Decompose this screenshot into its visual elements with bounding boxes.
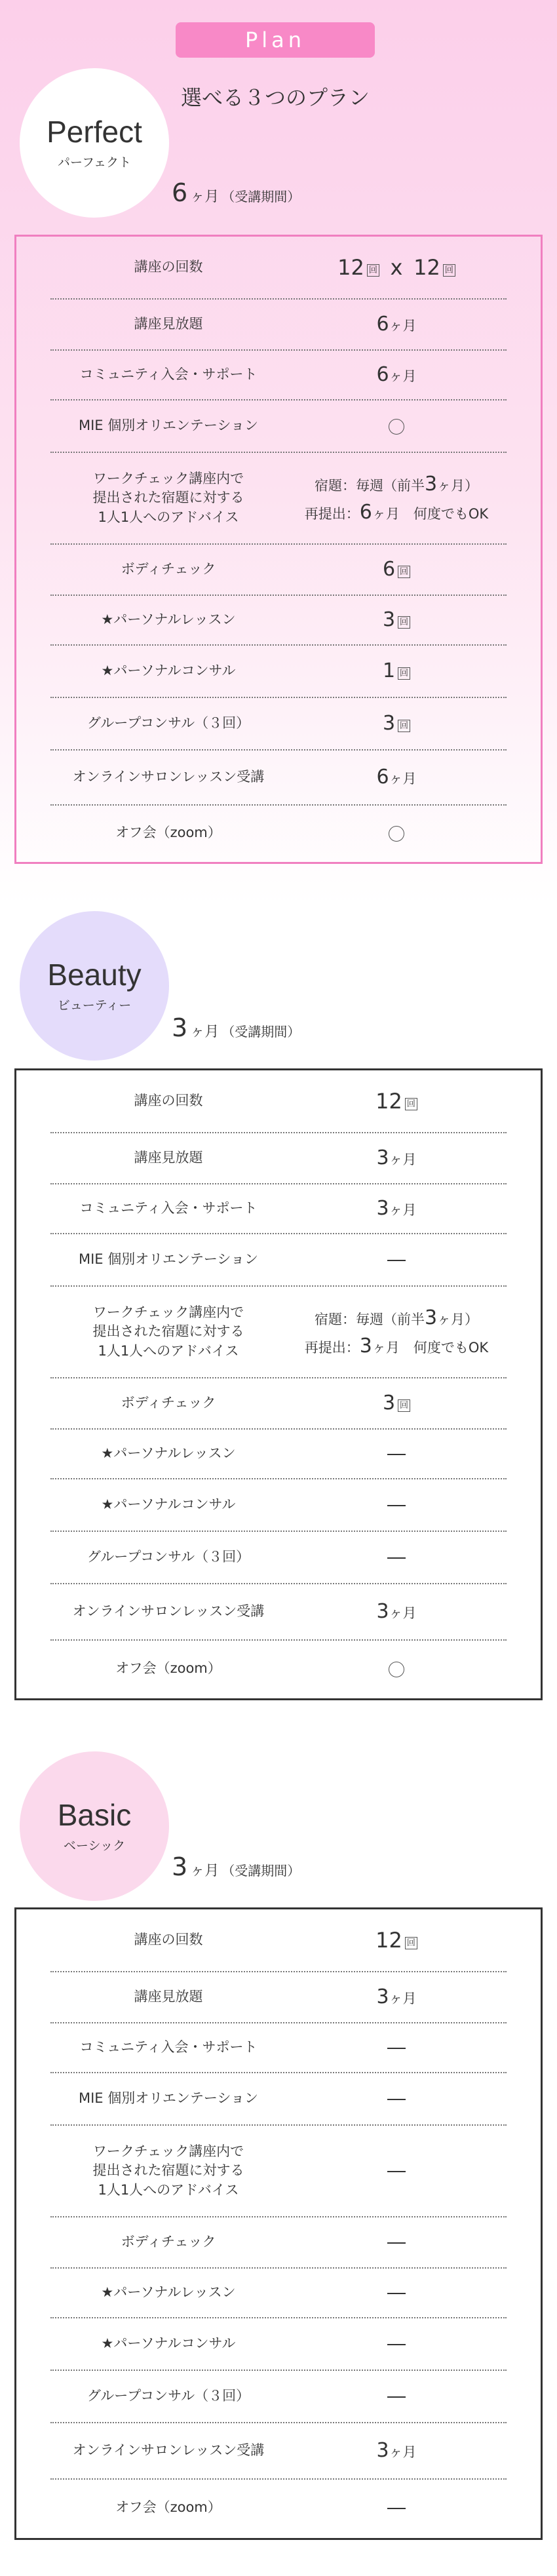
row-label: 講座の回数 [134, 259, 203, 275]
table-row: 講座の回数 12 回 [50, 1909, 507, 1972]
plan-period: 3 ヶ月 （受講期間） [172, 1852, 301, 1881]
table-row: ★パーソナルレッスン [50, 1430, 507, 1479]
table-row: グループコンサル（３回） 3 回 [50, 698, 507, 751]
table-row: コミュニティ入会・サポート 3ヶ月 [50, 1184, 507, 1234]
table-row: ★パーソナルコンサル [50, 1479, 507, 1532]
table-row: オンラインサロンレッスン受講 3ヶ月 [50, 2423, 507, 2480]
unavailable-dash [387, 2396, 406, 2398]
table-row: ワークチェック講座内で 提出された宿題に対する 1人1人へのアドバイス [50, 2126, 507, 2217]
unavailable-dash [387, 1557, 406, 1559]
plan-badge-perfect [20, 68, 169, 218]
table-row: オフ会（zoom） [50, 2480, 507, 2536]
plan-period: 3 ヶ月 （受講期間） [172, 1013, 301, 1042]
plan-name-en: Perfect [47, 115, 142, 149]
unavailable-dash [387, 1505, 406, 1506]
period-note: （受講期間） [221, 189, 301, 205]
unavailable-dash [387, 2048, 406, 2049]
table-row: MIE 個別オリエンテーション [50, 400, 507, 453]
table-row: ボディチェック 3 回 [50, 1378, 507, 1430]
plan-table-basic [14, 1907, 543, 2540]
table-row: ★パーソナルレッスン [50, 2269, 507, 2318]
table-row: ボディチェック 6 回 [50, 545, 507, 596]
row-value: 12 回 x 12 回 [286, 252, 507, 283]
plan-badge-basic: Basic ベーシック [20, 1751, 169, 1901]
unavailable-dash [387, 1454, 406, 1455]
table-row: コミュニティ入会・サポート 6ヶ月 [50, 351, 507, 400]
plan-table-beauty [14, 1068, 543, 1700]
table-row: MIE 個別オリエンテーション [50, 1234, 507, 1287]
available-icon [389, 826, 404, 842]
unavailable-dash [387, 2293, 406, 2294]
period-number: 6 [172, 178, 188, 207]
unavailable-dash [387, 2242, 406, 2244]
plan-name-jp: パーフェクト [57, 155, 132, 170]
table-row: ★パーソナルコンサル [50, 2318, 507, 2371]
table-row: ワークチェック講座内で 提出された宿題に対する 1人1人へのアドバイス 宿題：毎週（前半3ヶ月） 再提出：3ヶ月 何度でもOK [50, 1287, 507, 1378]
unavailable-dash [387, 2508, 406, 2509]
table-row: 講座見放題 6ヶ月 [50, 300, 507, 351]
table-row: コミュニティ入会・サポート [50, 2023, 507, 2073]
plan-tab: Plan [176, 22, 375, 58]
table-row: 講座の回数 12 回 [50, 1070, 507, 1133]
unavailable-dash [387, 2344, 406, 2345]
table-row: MIE 個別オリエンテーション [50, 2073, 507, 2126]
plans-headline: 選べる３つのプラン [181, 85, 370, 110]
unavailable-dash [387, 2099, 406, 2100]
table-row: オンラインサロンレッスン受講 6ヶ月 [50, 751, 507, 806]
plan-period [172, 178, 300, 207]
period-unit: ヶ月 [190, 189, 220, 205]
unavailable-dash [387, 2171, 406, 2172]
plan-table-perfect [14, 235, 543, 864]
table-row: オンラインサロンレッスン受講 3ヶ月 [50, 1584, 507, 1641]
table-row: ボディチェック [50, 2217, 507, 2269]
table-row: グループコンサル（３回） [50, 1532, 507, 1584]
available-icon [389, 419, 404, 435]
table-row: 講座見放題 3ヶ月 [50, 1133, 507, 1184]
table-row [50, 237, 507, 300]
table-row: オフ会（zoom） [50, 1641, 507, 1697]
table-row: 講座見放題 3ヶ月 [50, 1972, 507, 2023]
table-row: グループコンサル（３回） [50, 2371, 507, 2423]
table-row: ★パーソナルコンサル 1 回 [50, 646, 507, 698]
available-icon [389, 1662, 404, 1677]
table-row: ワークチェック講座内で 提出された宿題に対する 1人1人へのアドバイス 宿題：毎週（前半3ヶ月） 再提出：6ヶ月 何度でもOK [50, 453, 507, 545]
table-row: ★パーソナルレッスン 3 回 [50, 596, 507, 646]
table-row: オフ会（zoom） [50, 806, 507, 861]
plan-badge-beauty: Beauty ビューティー [20, 911, 169, 1061]
unavailable-dash [387, 1260, 406, 1261]
